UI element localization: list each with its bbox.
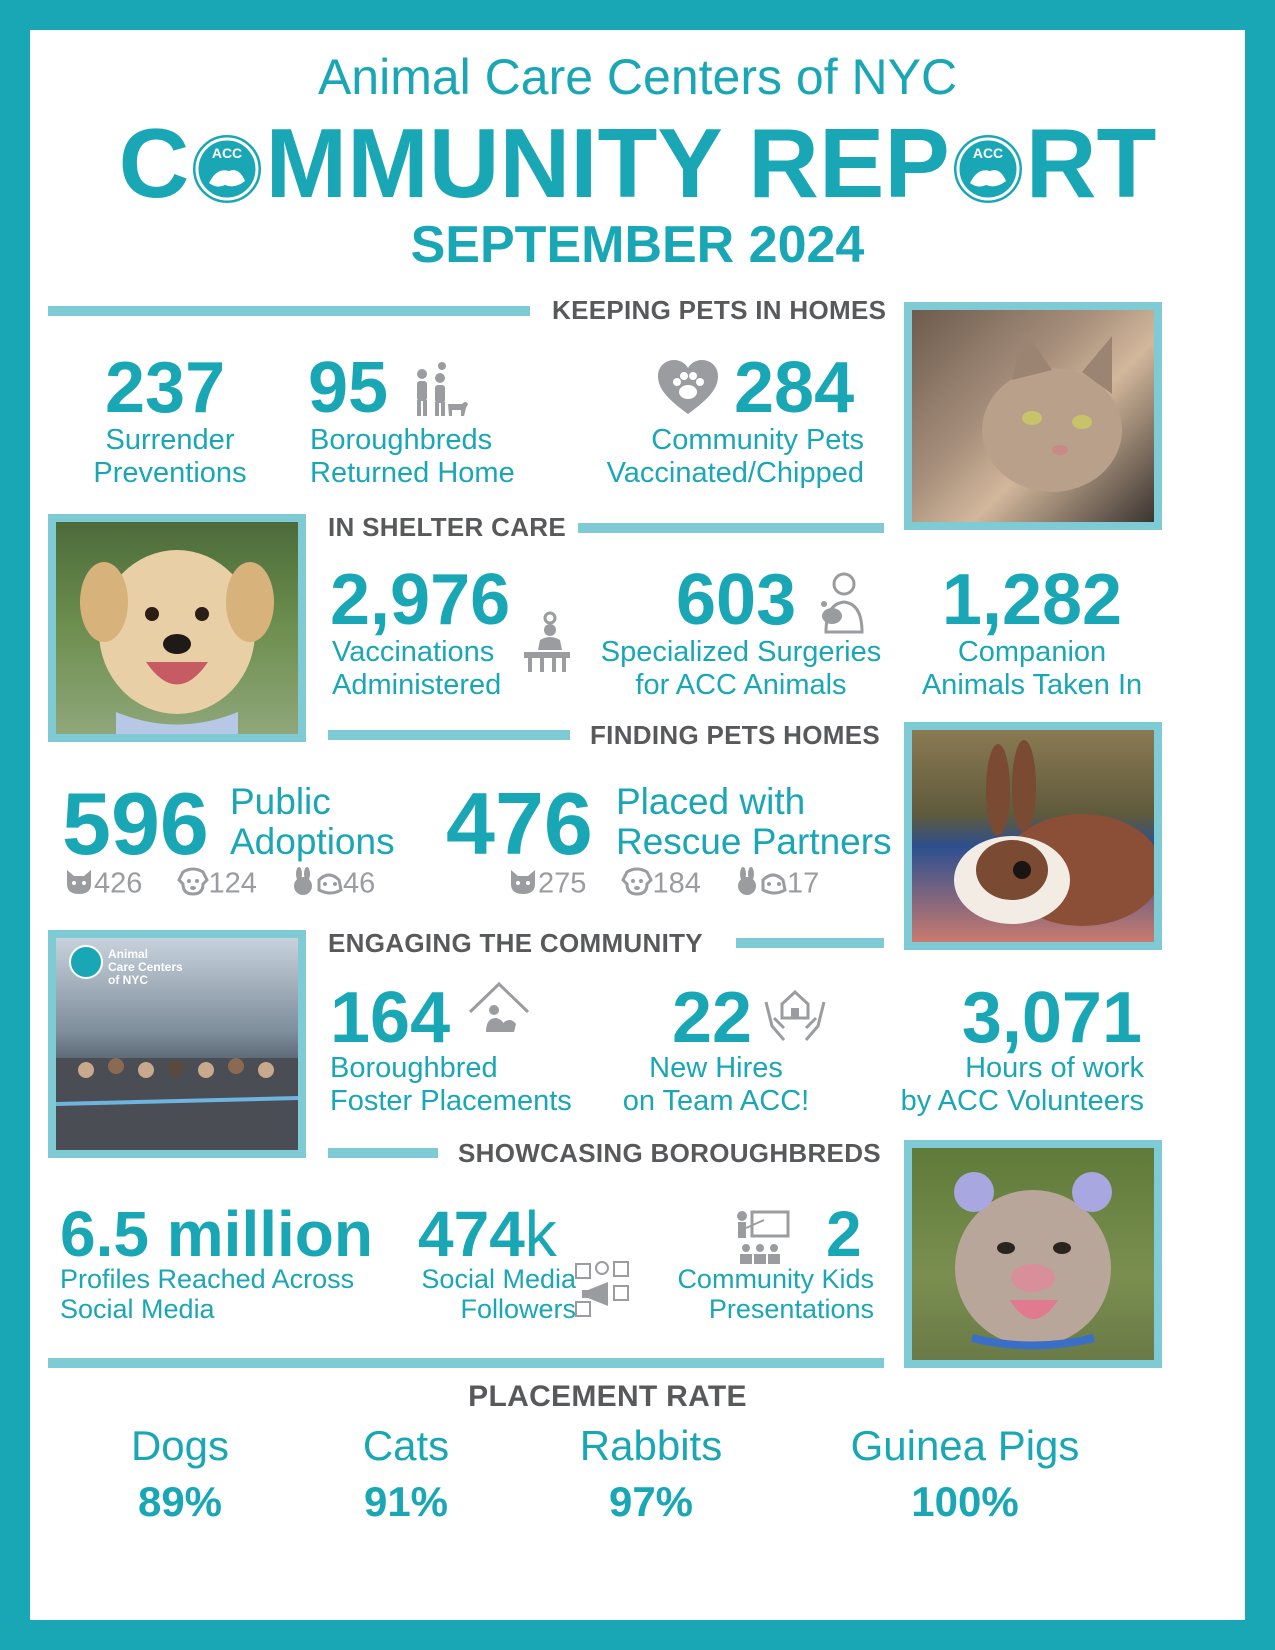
section-heading-engaging: ENGAGING THE COMMUNITY (328, 928, 703, 958)
dog-face-icon (621, 866, 653, 904)
stat-value-returned: 95 (308, 348, 389, 428)
acc-logo-icon (189, 118, 265, 194)
section-heading-showcasing: SHOWCASING BOROUGHBREDS (458, 1138, 881, 1168)
svg-text:of NYC: of NYC (108, 973, 148, 987)
stat-label-vaccinated: Community Pets Vaccinated/Chipped (606, 424, 864, 489)
adoptions-dogs: 124 (208, 867, 257, 900)
report-page (30, 30, 1245, 1620)
rabbit-guinea-pig-icon (291, 866, 343, 904)
cat-face-icon (64, 866, 94, 904)
vet-table-icon (520, 610, 574, 679)
section-heading-keeping: KEEPING PETS IN HOMES (552, 295, 887, 325)
placement-rate-species: Rabbits (579, 1422, 723, 1469)
stat-label-vaccinations: Vaccinations Administered (332, 636, 502, 701)
svg-text:ACC: ACC (972, 145, 1003, 161)
stat-label-presentations: Community Kids Presentations (677, 1264, 874, 1324)
report-title (30, 108, 1245, 218)
stat-value-taken-in: 1,282 (941, 560, 1123, 640)
stat-value-profiles-reached: 6.5 million (60, 1198, 373, 1270)
stat-label-hires: New Hires on Team ACC! (622, 1052, 810, 1117)
stat-label-taken-in: Companion Animals Taken In (921, 636, 1143, 701)
stat-label-profiles-reached: Profiles Reached Across Social Media (60, 1264, 355, 1324)
hands-house-icon (762, 982, 828, 1051)
rescue-small-animals: 17 (787, 867, 820, 900)
stat-value-adoptions: 596 (62, 774, 209, 873)
stat-value-vaccinated: 284 (734, 348, 855, 428)
section-divider (328, 1148, 438, 1158)
vet-holding-pet-icon (814, 570, 866, 639)
rescue-dogs: 184 (652, 867, 701, 900)
rabbit-guinea-pig-icon (735, 866, 787, 904)
stat-value-volunteer-hours: 3,071 (961, 978, 1142, 1058)
dog-photo (48, 514, 306, 742)
adoptions-small-animals: 46 (343, 867, 376, 900)
adoptions-cats: 426 (94, 867, 143, 900)
stat-label-adoptions: Public Adoptions (230, 781, 395, 862)
org-name: Animal Care Centers of NYC (317, 49, 958, 105)
family-icon (408, 358, 472, 427)
followers-suffix: k (524, 1198, 557, 1270)
section-heading-finding: FINDING PETS HOMES (590, 720, 880, 750)
stat-value-presentations: 2 (826, 1198, 862, 1270)
stat-label-surgeries: Specialized Surgeries for ACC Animals (600, 636, 882, 701)
stat-value-surrender: 237 (105, 348, 226, 428)
section-divider (736, 938, 884, 948)
stat-label-returned: Boroughbreds Returned Home (310, 424, 515, 489)
stat-label-followers: Social Media Followers (421, 1264, 576, 1324)
section-divider (578, 523, 884, 533)
stat-value-rescue: 476 (446, 774, 593, 873)
stat-label-volunteer-hours: Hours of work by ACC Volunteers (900, 1052, 1144, 1117)
rescue-breakdown (508, 866, 819, 904)
adoptions-breakdown (64, 866, 375, 904)
stat-label-rescue: Placed with Rescue Partners (616, 781, 892, 862)
placement-rate-species: Cats (362, 1422, 450, 1469)
dog-face-icon (177, 866, 209, 904)
title-part-3: RT (1025, 108, 1157, 218)
title-part-1: C (118, 108, 190, 218)
pitbull-photo (904, 1140, 1162, 1368)
placement-rate-heading: PLACEMENT RATE (468, 1380, 747, 1413)
heart-paw-icon (656, 358, 720, 423)
cat-photo (904, 302, 1162, 530)
acc-logo-icon (950, 118, 1026, 194)
cat-face-icon (508, 866, 538, 904)
section-heading-shelter: IN SHELTER CARE (328, 512, 567, 542)
house-pets-icon (466, 980, 532, 1049)
svg-text:Animal: Animal (108, 947, 149, 961)
rabbit-photo (904, 722, 1162, 950)
svg-text:ACC: ACC (212, 145, 243, 161)
section-divider (48, 306, 530, 316)
placement-rate-value: 89% (137, 1478, 223, 1525)
stat-value-surgeries: 603 (676, 560, 797, 640)
placement-rate-value: 100% (911, 1478, 1019, 1525)
placement-rate-value: 91% (363, 1478, 449, 1525)
section-divider (48, 1358, 884, 1368)
classroom-presentation-icon (732, 1208, 792, 1271)
placement-rate-species: Guinea Pigs (850, 1422, 1080, 1469)
stat-label-foster: Boroughbred Foster Placements (330, 1052, 572, 1117)
social-media-icon (574, 1260, 630, 1323)
report-period: SEPTEMBER 2024 (410, 216, 865, 274)
rescue-cats: 275 (538, 867, 587, 900)
stat-label-surrender: Surrender Preventions (93, 424, 247, 489)
title-part-2: MMUNITY REP (265, 108, 950, 218)
stat-value-hires: 22 (672, 978, 753, 1058)
placement-rate-value: 97% (608, 1478, 694, 1525)
placement-rate-species: Dogs (130, 1422, 230, 1469)
section-divider (328, 730, 570, 740)
svg-text:Care Centers: Care Centers (108, 960, 183, 974)
stat-value-foster: 164 (330, 978, 451, 1058)
stat-value-followers: 474k (418, 1198, 557, 1270)
ribbon-cutting-photo (48, 930, 306, 1158)
stat-value-vaccinations: 2,976 (330, 560, 511, 640)
